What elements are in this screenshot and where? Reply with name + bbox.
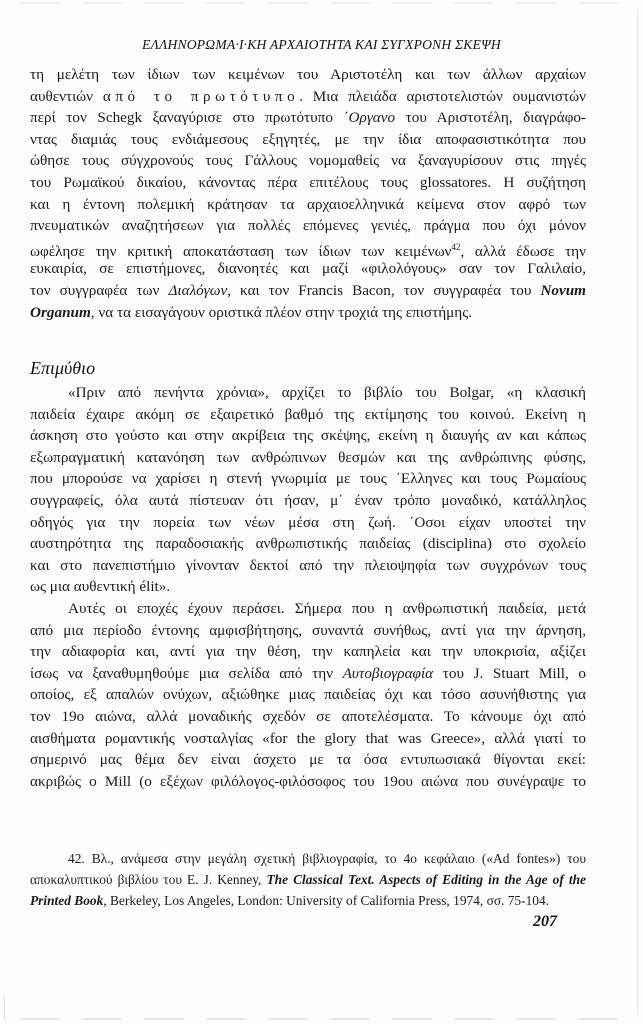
text-line (30, 86, 586, 108)
text-line: που μπορούσε να χαρίσει η στενή γνωριμία με τους ΄Ελληνες και τους Ρωμαίους (30, 470, 586, 488)
text-span: του Αριστοτέλη, διαγράφο- (395, 109, 586, 127)
paragraph-continuation (30, 64, 586, 323)
text-line: ώθησε τους σύγχρονούς τους Γάλλους νομομαθείς να ξαναγυρίσουν στις πηγές (30, 152, 586, 170)
text-line: εξωπραγματική κατανόηση των ανθρώπινων θεσμών και της ανθρώπινης φύσης, (30, 448, 586, 466)
italic-title-organum: Organum (30, 303, 91, 321)
scan-artifact-top (20, 2, 623, 4)
text-line: παιδεία έχαιρε ακόμη σε εξαιρετικό βαθμό της εκτίμησης του κοινού. Εκείνη η (30, 405, 586, 423)
text-line: ως μια αυθεντική élit». (30, 578, 171, 596)
text-line: συγγραφείς, όλα αυτά πίστευαν ότι ήσαν, μ΄ έναν τρόπο μοναδικό, κατάλληλος (30, 491, 586, 509)
text-line: από μια περίοδο έντονης αμφισβήτησης, συναντά συνήθως, αντί για την άρνηση, (30, 621, 586, 639)
text-line: τη μελέτη των ίδιων των κειμένων του Αριστοτέλη και των άλλων αρχαίων (30, 66, 586, 83)
text-line: την αδιαφορία και, αντί για την θέση, την καπηλεία και την υποκρισία, αξίζει (30, 643, 586, 661)
text-span: ίσως να ξαναθυμηθούμε μια σελίδα από την (30, 664, 343, 682)
page-edge-shadow (637, 10, 638, 1014)
text-span: . Μια πλειάδα αριστοτελιστών ουμανιστών (299, 87, 586, 105)
text-span: του J. Stuart Mill, ο (433, 664, 586, 682)
italic-title-autobiografia: Αυτοβιογραφία (342, 664, 434, 682)
footnote-number: 42. (68, 851, 85, 866)
text-span: , να τα εισαγάγουν οριστικά πλέον στην τροχιά της επιστήμης. (90, 303, 473, 321)
text-span: , και τον Francis Bacon, τον συγγραφέα του (227, 281, 541, 299)
running-head: ΕΛΛΗΝΟΡΩΜΑ·Ι·ΚΗ ΑΡΧΑΙΟΤΗΤΑ ΚΑΙ ΣΥΓΧΡΟΝΗ ΣΚΕΨΗ (142, 37, 501, 52)
text-line (30, 237, 586, 259)
footnote (30, 848, 586, 911)
italic-title-novum: Novum (540, 281, 586, 299)
text-span: περί τον Schegk ξαναγύρισε στο πρωτότυπο (30, 109, 344, 127)
text-line: και στο πανεπιστήμιο γίνονταν δεκτοί από την πλειοψηφία των συγχρόνων τους (30, 556, 586, 574)
text-line (30, 302, 586, 324)
text-span: τον συγγραφέα των (30, 281, 169, 299)
text-line: σημερινό μας θέμα δεν είναι άσχετο με τα όσα εντυπωσιακά θίγονται εκεί: (30, 751, 586, 769)
text-span: αυθεντιών (30, 87, 94, 105)
page-edge-left (4, 995, 5, 1020)
spaced-emphasis: από το πρωτότυπο (102, 87, 300, 105)
text-line: «Πριν από πενήντα χρόνια», αρχίζει το βιβλίο του Bolgar, «η κλασική (68, 384, 586, 401)
text-line: του Ρωμαϊκού δικαίου, κάνοντας πέρα επιτέλους τους glossatores. Η συζήτηση (30, 173, 586, 191)
footnote-reference[interactable]: 42 (451, 241, 461, 252)
text-line: Αυτές οι εποχές έχουν περάσει. Σήμερα που η ανθρωπιστική παιδεία, μετά (68, 599, 586, 617)
text-line: πνευματικών αναζητήσεων για πολλές επόμενες γενιές, πράγμα που όχι μόνον (30, 217, 586, 235)
text-span: ωφέλησε την κριτική αποκατάσταση των ίδιων των κειμένων (30, 242, 452, 260)
text-line: ευκαιρία, σε επιστήμονες, διανοητές και μαζί «φιλολόγους» σαν τον Γαλιλαίο, (30, 260, 586, 278)
footnote-line (30, 890, 586, 911)
text-span: αποκαλυπτικού βιβλίου του E. J. Kenney, (30, 872, 267, 887)
text-line (30, 663, 586, 685)
text-line: άσκηση στο γούστο και στην ακρίβεια της σκέψης, εκείνη η διαυγής αν και κάπως (30, 427, 586, 445)
footnote-line (30, 869, 586, 890)
text-line: αυστηρότητα της παραδοσιακής ανθρωπιστικής παιδείας (disciplina) στο σχολείο (30, 535, 586, 553)
italic-title-organo: ΄Οργανο (343, 109, 396, 127)
italic-book-title-end: Printed Book (30, 893, 104, 908)
section-body (30, 382, 586, 792)
text-span: Βλ., ανάμεσα στην μεγάλη σχετική βιβλιογραφία, το 4ο κεφάλαιο («Ad fontes») του (84, 851, 586, 866)
page-number: 207 (533, 913, 557, 930)
text-line: ακριβώς ο Mill (ο εξέχων φιλόλογος-φιλόσοφος του 19ου αιώνα που συνέγραψε το (30, 772, 586, 790)
scan-artifact-bottom (20, 1018, 623, 1020)
italic-title-dialogon: Διαλόγων (168, 281, 228, 299)
text-line: και η έντονη πολεμική κράτησαν τα αρχαιοελληνικά κείμενα στον αφρό των (30, 195, 586, 213)
text-line: ντας διαμιάς τους ενδιάμεσους εξηγητές, με την ίδια αποφασιστικότητα που (30, 130, 586, 148)
text-line: αισθήματα ρομαντικής νοσταλγίας «for the glory that was Greece», αλλά γιατί το (30, 729, 586, 747)
text-span: , αλλά έδωσε την (460, 242, 586, 260)
text-line (30, 280, 586, 302)
section-heading: Επιμύθιο (30, 358, 96, 378)
italic-book-title: The Classical Text. Aspects of Editing in the Age of the (266, 872, 586, 887)
text-line: οποίος, εξ απαλών ονύχων, αξιώθηκε μιας παιδείας όχι και τόσο ασυνήθιστης για (30, 686, 586, 704)
text-line: οδηγός για την πορεία των νέων μέσα στη ζωή. ΄Οσοι είχαν υποστεί την (30, 513, 586, 531)
text-line (30, 107, 586, 129)
footnote-line (30, 848, 586, 869)
text-line: τον 19ο αιώνα, αλλά μοναδικής σχεδόν σε αποτελέσματα. Το κάνουμε όχι από (30, 707, 586, 725)
text-span: , Berkeley, Los Angeles, London: University of California Press, 1974, σσ. 75-104. (103, 893, 550, 908)
